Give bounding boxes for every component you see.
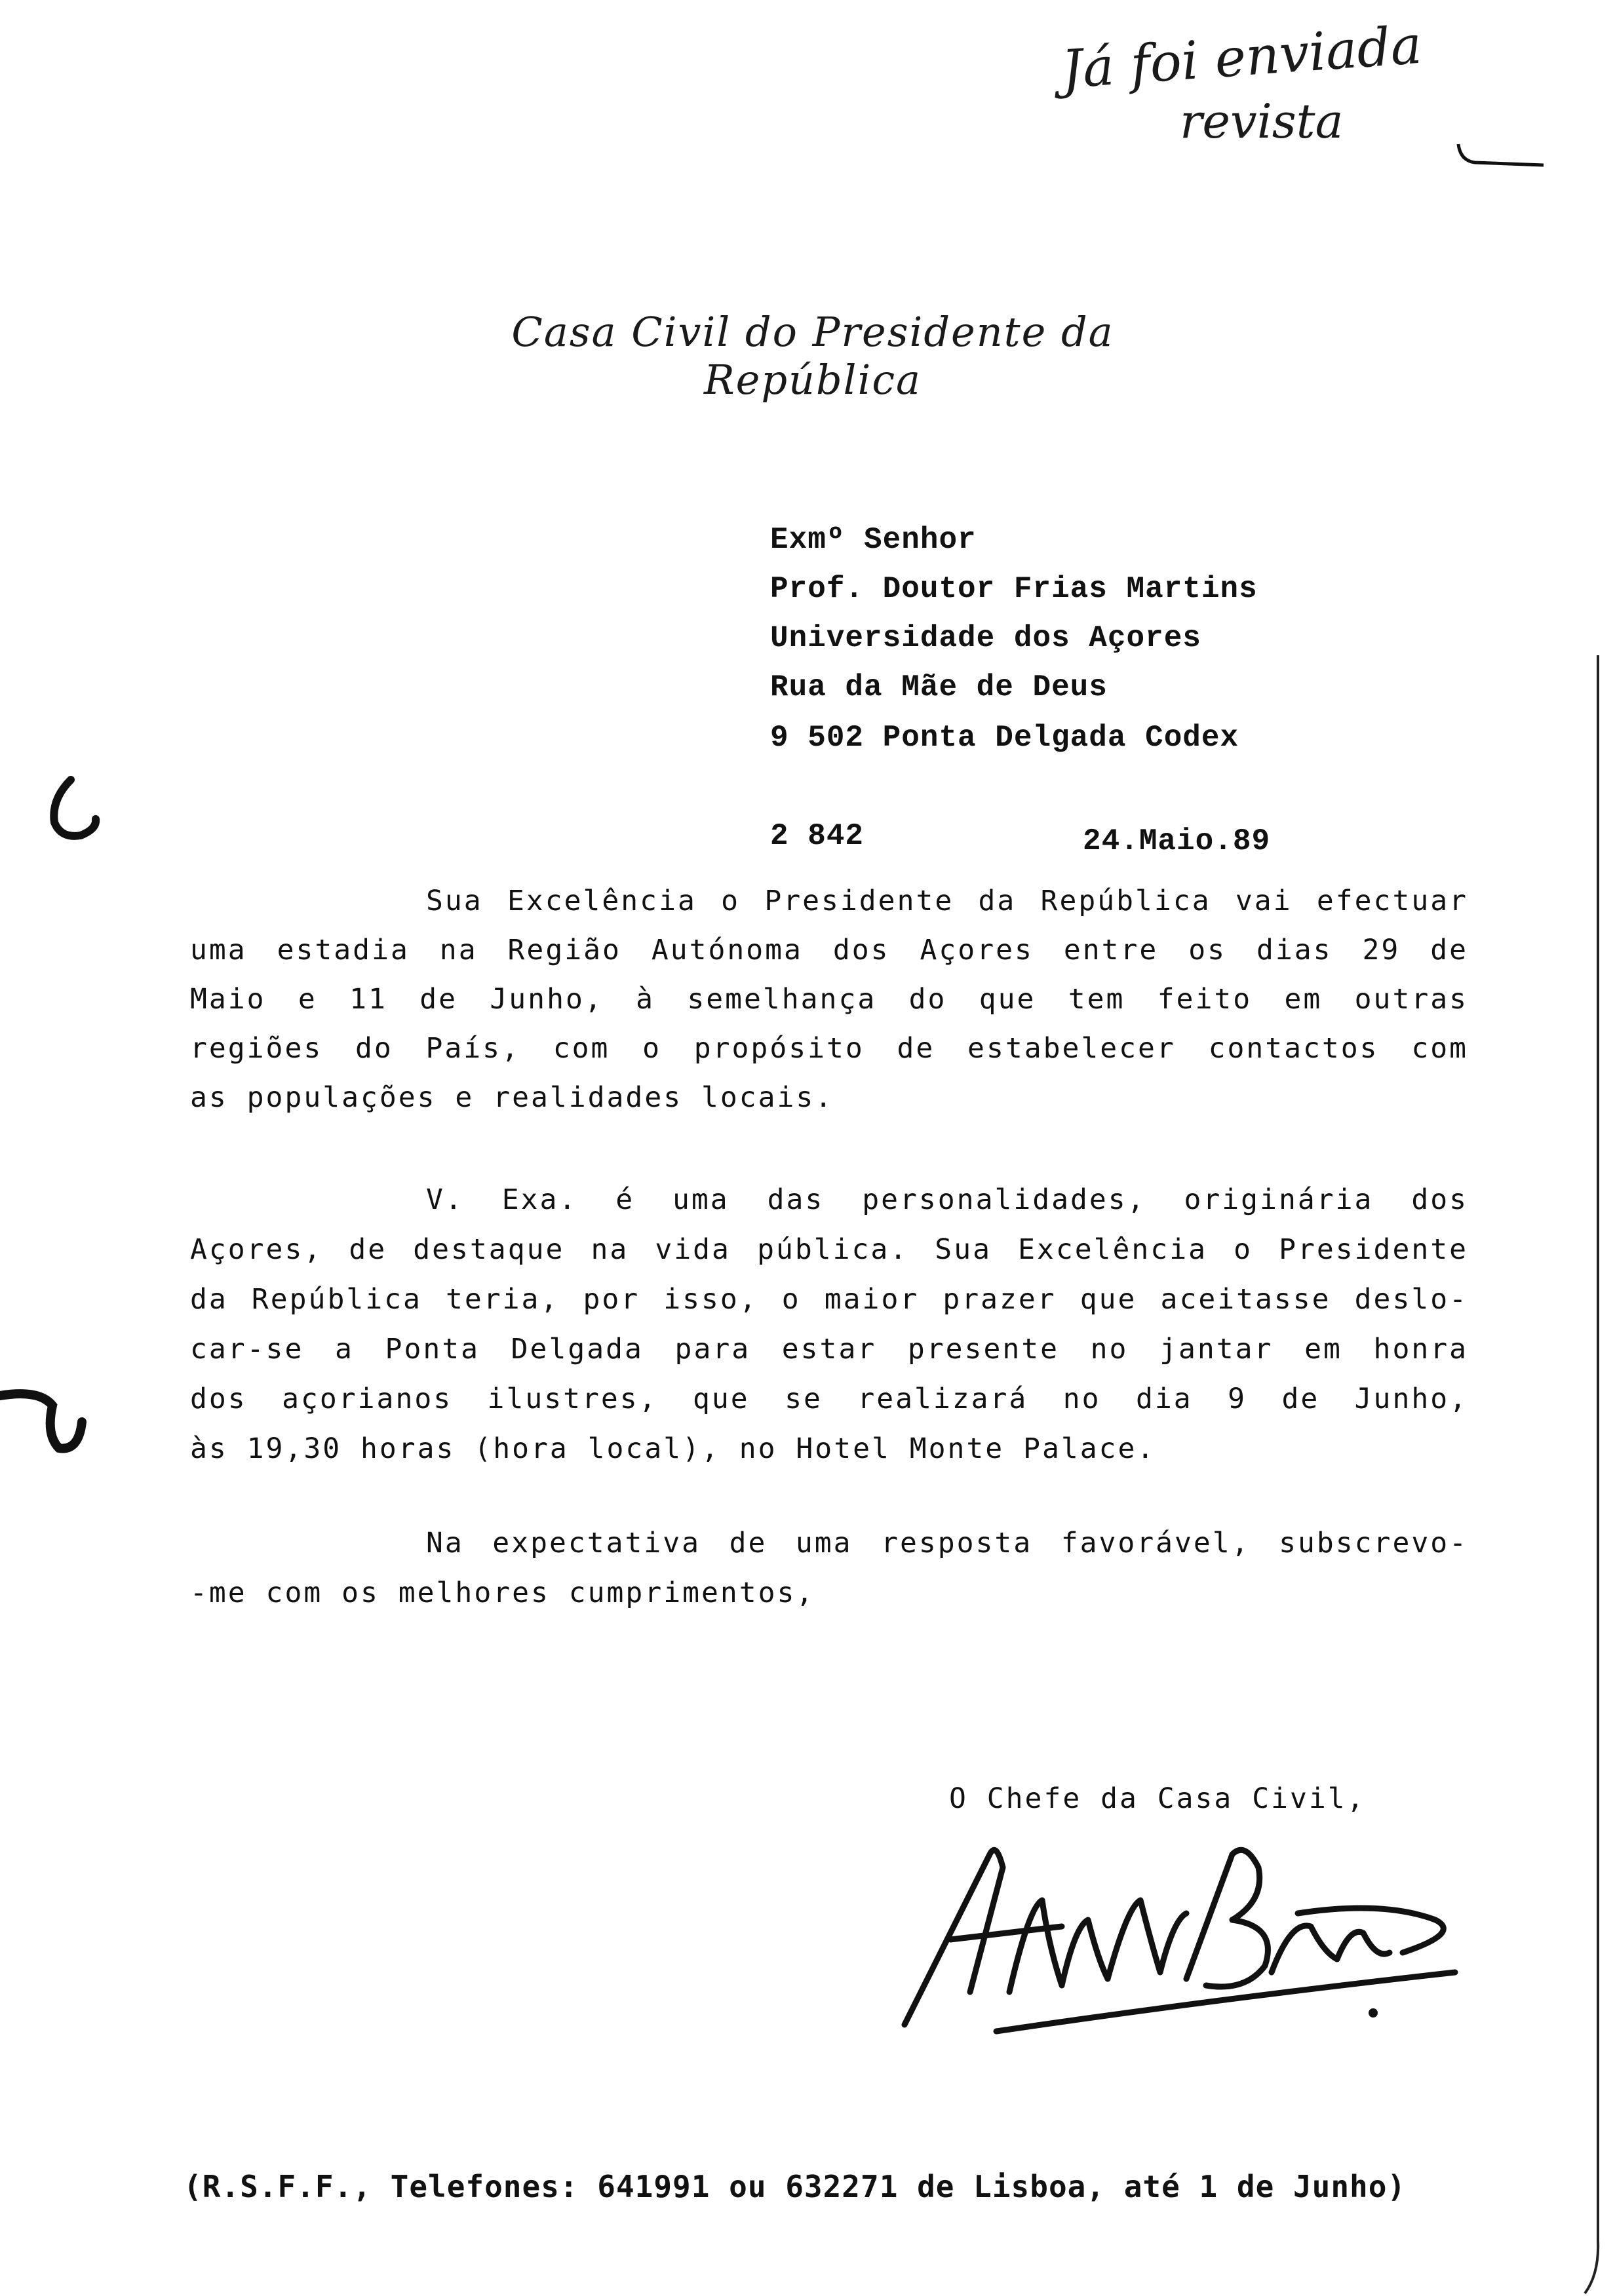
page-edge-line [1578, 655, 1611, 2296]
handwritten-annotation [1059, 14, 1521, 149]
annotation-stroke-mark [1455, 131, 1547, 170]
punch-hole-mark-top [45, 773, 104, 845]
paragraph-line: às 19,30 horas (hora local), no Hotel Monte Palace. [190, 1432, 1156, 1465]
letterhead: Casa Civil do Presidente da República [511, 308, 1114, 404]
recipient-street: Rua da Mãe de Deus [770, 670, 1108, 704]
recipient-city: 9 502 Ponta Delgada Codex [770, 721, 1239, 755]
recipient-institution: Universidade dos Açores [770, 621, 1201, 655]
reference-date: 24.Maio.89 [1083, 824, 1271, 858]
paragraph-line: Na expectativa de uma resposta favorável, subscrevo- [426, 1527, 1468, 1559]
recipient-name: Prof. Doutor Frias Martins [770, 572, 1258, 606]
annotation-line-2: revista [1180, 94, 1344, 149]
paragraph-line: V. Exa. é uma das personalidades, originária dos [426, 1183, 1468, 1216]
paragraph-line: as populações e realidades locais. [190, 1081, 834, 1114]
signature [891, 1828, 1481, 2044]
footer-note: (R.S.F.F., Telefones: 641991 ou 632271 de Lisboa, até 1 de Junho) [184, 2169, 1407, 2204]
paragraph-line: car-se a Ponta Delgada para estar presente no jantar em honra [190, 1333, 1468, 1366]
closing-title: O Chefe da Casa Civil, [949, 1782, 1366, 1815]
paragraph-line: uma estadia na Região Autónoma dos Açores entre os dias 29 de [190, 934, 1468, 966]
paragraph-line: dos açorianos ilustres, que se realizará no dia 9 de Junho, [190, 1383, 1468, 1415]
paragraph-line: Açores, de destaque na vida pública. Sua Excelência o Presidente [190, 1233, 1468, 1266]
punch-hole-mark-bottom [0, 1376, 98, 1461]
paragraph-2 [190, 1183, 1468, 1482]
reference-number: 2 842 [770, 819, 865, 853]
paragraph-line: Maio e 11 de Junho, à semelhança do que tem feito em outras [190, 983, 1468, 1016]
paragraph-3 [190, 1527, 1468, 1626]
paragraph-line: da República teria, por isso, o maior prazer que aceitasse deslo- [190, 1283, 1468, 1316]
paragraph-line: Sua Excelência o Presidente da República vai efectuar [426, 885, 1468, 917]
recipient-salutation: Exmº Senhor [770, 523, 977, 557]
paragraph-line: regiões do País, com o propósito de estabelecer contactos com [190, 1032, 1468, 1065]
annotation-line-1: Já foi enviada [1059, 14, 1424, 100]
paragraph-1 [190, 885, 1468, 1130]
paragraph-line: -me com os melhores cumprimentos, [190, 1577, 815, 1609]
